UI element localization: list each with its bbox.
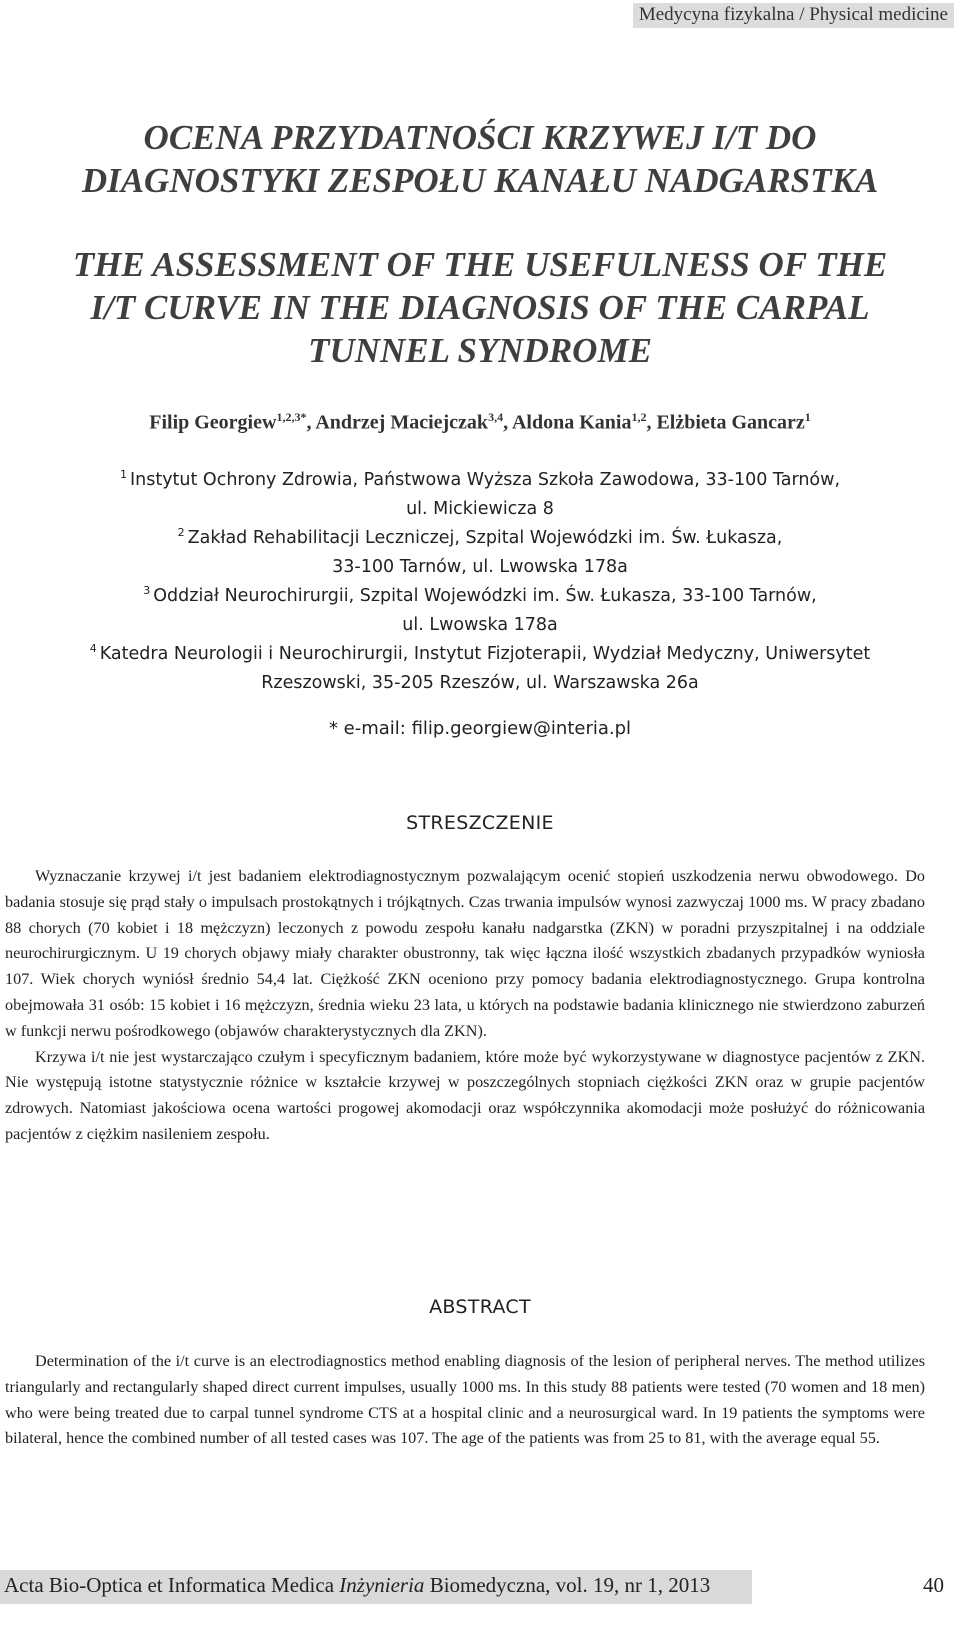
author-name: Andrzej Maciejczak xyxy=(315,411,489,434)
page-number: 40 xyxy=(923,1573,944,1597)
affiliation-line xyxy=(20,524,940,553)
author-affiliation-marker: 1,2 xyxy=(631,410,647,424)
journal-name-italic: Inżynieria xyxy=(339,1573,425,1597)
affiliation-line xyxy=(20,640,940,669)
title-polish-line: OCENA PRZYDATNOŚCI KRZYWEJ I/T DO xyxy=(143,118,817,157)
author-separator: , xyxy=(503,411,512,434)
streszczenie-paragraph: Krzywa i/t nie jest wystarczająco czułym i specyficznym badaniem, które może być wykorzystywane w diagnostyce pacjentów z ZKN. Nie występują istotne statystycznie różnice w kształcie krzywej w poszczególnych stopniach ciężkości ZKN oraz w grupie pacjentów zdrowych. Natomiast jakościowa ocena wartości progowej akomodacji oraz współczynnika akomodacji może posłużyć do różnicowania pacjentów z ciężkim nasileniem zespołu. xyxy=(5,1047,925,1143)
affiliation-number: 2 xyxy=(177,526,185,539)
title-polish xyxy=(0,116,960,202)
title-polish-line: DIAGNOSTYKI ZESPOŁU KANAŁU NADGARSTKA xyxy=(81,161,879,200)
corresponding-email: * e-mail: filip.georgiew@interia.pl xyxy=(328,718,632,739)
affiliation-text: Instytut Ochrony Zdrowia, Państwowa Wyższa Szkoła Zawodowa, 33-100 Tarnów, xyxy=(129,470,841,490)
author-affiliation-marker: 1 xyxy=(804,410,811,424)
affiliation-line: ul. Lwowska 178a xyxy=(402,615,558,635)
title-english-line: TUNNEL SYNDROME xyxy=(308,331,652,370)
streszczenie-body xyxy=(5,864,925,1148)
affiliation-number: 4 xyxy=(89,642,97,655)
title-english-line: I/T CURVE IN THE DIAGNOSIS OF THE CARPAL xyxy=(90,288,870,327)
affiliation-line xyxy=(20,582,940,611)
abstract-body xyxy=(5,1349,925,1452)
author-affiliation-marker: 3,4 xyxy=(488,410,504,424)
journal-name: Acta Bio-Optica et Informatica Medica xyxy=(4,1573,340,1597)
author-name: Aldona Kania xyxy=(511,411,632,434)
author-list xyxy=(0,410,960,435)
section-tag: Medycyna fizykalna / Physical medicine xyxy=(633,3,954,28)
journal-citation xyxy=(4,1573,710,1598)
affiliation-line xyxy=(20,466,940,495)
title-english xyxy=(0,243,960,372)
affiliation-number: 3 xyxy=(143,584,151,597)
affiliation-list xyxy=(20,466,940,698)
affiliation-text: Katedra Neurologii i Neurochirurgii, Instytut Fizjoterapii, Wydział Medyczny, Uniwersytet xyxy=(99,644,871,664)
author-name: Filip Georgiew xyxy=(149,411,277,434)
author-name: Elżbieta Gancarz xyxy=(656,411,805,434)
streszczenie-heading: STRESZCZENIE xyxy=(406,812,554,834)
abstract-paragraph: Determination of the i/t curve is an electrodiagnostics method enabling diagnosis of the lesion of peripheral nerves. The method utilizes triangularly and rectangularly shaped direct current impulses, usually 1000 ms. In this study 88 patients were tested (70 women and 18 men) who were being treated due to carpal tunnel syndrome CTS at a hospital clinic and a neurosurgical ward. In 19 patients the symptoms were bilateral, hence the combined number of all tested cases was 107. The age of the patients was from 25 to 81, with the average equal 55. xyxy=(5,1352,925,1448)
affiliation-text: Oddział Neurochirurgii, Szpital Wojewódzki im. Św. Łukasza, 33-100 Tarnów, xyxy=(153,586,817,606)
author-separator: , xyxy=(646,411,657,434)
affiliation-line: 33-100 Tarnów, ul. Lwowska 178a xyxy=(332,557,628,577)
author-affiliation-marker: 1,2,3* xyxy=(276,410,307,424)
affiliation-text: Zakład Rehabilitacji Leczniczej, Szpital Wojewódzki im. Św. Łukasza, xyxy=(187,528,783,548)
abstract-heading: ABSTRACT xyxy=(429,1296,531,1318)
author-separator: , xyxy=(306,411,316,434)
page-footer xyxy=(0,1570,960,1606)
journal-volume: Biomedyczna, vol. 19, nr 1, 2013 xyxy=(424,1573,711,1597)
title-english-line: THE ASSESSMENT OF THE USEFULNESS OF THE xyxy=(72,245,888,284)
affiliation-line: ul. Mickiewicza 8 xyxy=(406,499,554,519)
affiliation-line: Rzeszowski, 35-205 Rzeszów, ul. Warszawska 26a xyxy=(261,673,699,693)
streszczenie-paragraph: Wyznaczanie krzywej i/t jest badaniem elektrodiagnostycznym pozwalającym ocenić stopień uszkodzenia nerwu obwodowego. Do badania stosuje się prąd stały o impulsach prostokątnych i trójkątnych. Czas trwania impulsów wynosi zazwyczaj 1000 ms. W pracy zbadano 88 chorych (70 kobiet i 18 mężczyzn) leczonych z powodu zespołu kanału nadgarstka (ZKN) w poradni przyszpitalnej i na oddziale neurochirurgicznym. U 19 chorych objawy miały charakter obustronny, tak więc łączna ilość wszystkich zbadanych przypadków wyniosła 107. Wiek chorych wyniósł średnio 54,4 lat. Ciężkość ZKN oceniono przy pomocy badania elektrodiagnostycznego. Grupa kontrolna obejmowała 31 osób: 15 kobiet i 16 mężczyzn, średnia wieku 23 lata, u których na podstawie badania klinicznego nie stwierdzono zaburzeń w funkcji nerwu pośrodkowego (objawów charakterystycznych dla ZKN). xyxy=(5,867,925,1040)
affiliation-number: 1 xyxy=(119,468,127,481)
